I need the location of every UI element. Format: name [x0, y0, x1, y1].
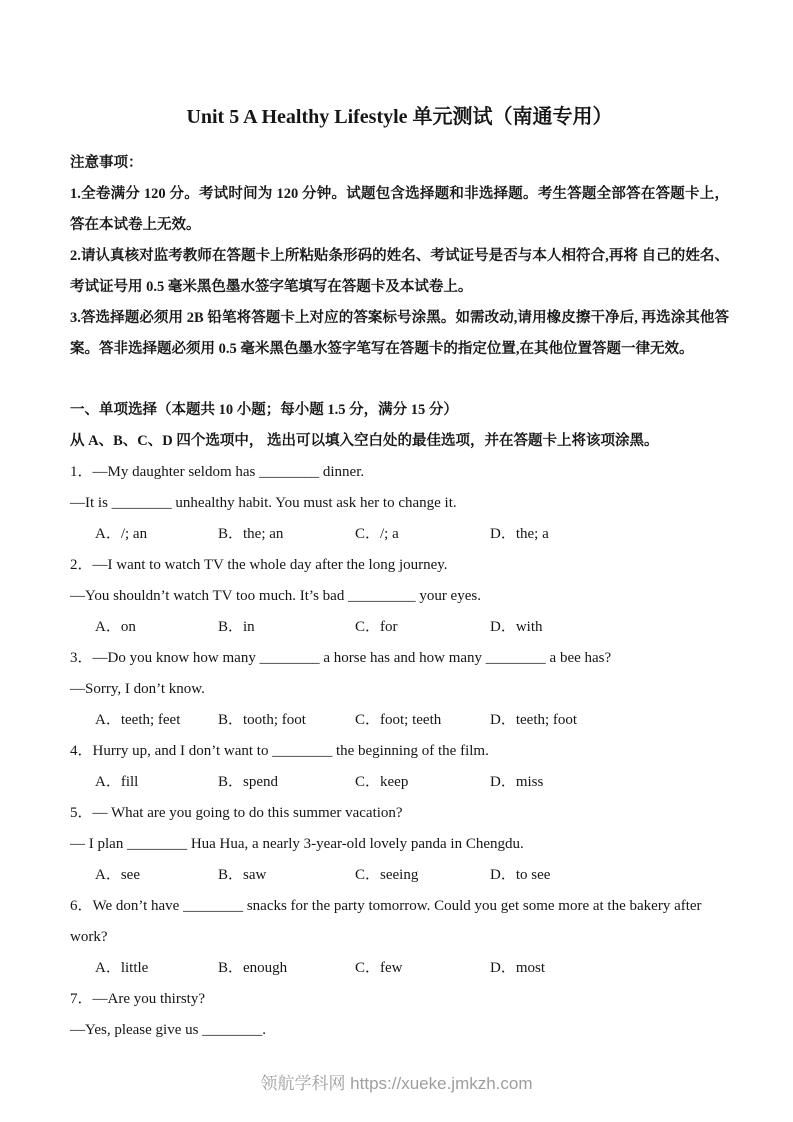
question-1	[70, 457, 729, 550]
question-line: 4．Hurry up, and I don’t want to ________ the beginning of the film.	[70, 743, 489, 759]
option-a: A．teeth; feet	[95, 712, 181, 728]
watermark-footer: 领航学科网 https://xueke.jmkzh.com	[260, 1074, 533, 1093]
option-c: C．foot; teeth	[355, 712, 442, 728]
question-6	[70, 891, 729, 984]
question-line: — I plan ________ Hua Hua, a nearly 3-year-old lovely panda in Chengdu.	[70, 836, 524, 852]
option-b: B．in	[218, 619, 255, 635]
page-title: Unit 5 A Healthy Lifestyle 单元测试（南通专用）	[186, 106, 613, 128]
question-line: 1．—My daughter seldom has ________ dinner.	[70, 464, 365, 480]
notice-item-3: 3.答选择题必须用 2B 铅笔将答题卡上对应的答案标号涂黑。如需改动,请用橡皮擦干净后, 再选涂其他答案。答非选择题必须用 0.5 毫米黑色墨水签字笔写在答题卡的指定位置,在其他位置答题一律无效。	[70, 310, 729, 357]
option-d: D．miss	[490, 774, 544, 790]
option-a: A．see	[95, 867, 140, 883]
section-heading: 一、单项选择（本题共 10 小题；每小题 1.5 分，满分 15 分）	[70, 402, 458, 418]
options-row	[70, 767, 729, 798]
option-a: A．fill	[95, 774, 139, 790]
question-3	[70, 643, 729, 736]
question-line: —It is ________ unhealthy habit. You must ask her to change it.	[70, 495, 457, 511]
option-b: B．spend	[218, 774, 279, 790]
notice-item-2: 2.请认真核对监考教师在答题卡上所粘贴条形码的姓名、考试证号是否与本人相符合,再将 自己的姓名、考试证号用 0.5 毫米黑色墨水签字笔填写在答题卡及本试卷上。	[70, 248, 729, 295]
options-row	[70, 612, 729, 643]
option-c: C．few	[355, 960, 403, 976]
question-line: —You shouldn’t watch TV too much. It’s bad _________ your eyes.	[70, 588, 481, 604]
question-line: 5．— What are you going to do this summer vacation?	[70, 805, 403, 821]
question-4	[70, 736, 729, 798]
options-row	[70, 705, 729, 736]
option-c: C．for	[355, 619, 398, 635]
question-line: —Sorry, I don’t know.	[70, 681, 205, 697]
option-b: B．saw	[218, 867, 267, 883]
option-d: D．most	[490, 960, 546, 976]
options-row	[70, 860, 729, 891]
option-b: B．enough	[218, 960, 288, 976]
question-line: 6．We don’t have ________ snacks for the party tomorrow. Could you get some more at the bakery after work?	[70, 898, 702, 945]
option-a: A．/; an	[95, 526, 148, 542]
question-line: 7．—Are you thirsty?	[70, 991, 205, 1007]
option-d: D．with	[490, 619, 543, 635]
option-d: D．to see	[490, 867, 551, 883]
notice-heading: 注意事项：	[70, 155, 143, 171]
question-7	[70, 984, 729, 1046]
options-row	[70, 519, 729, 550]
question-2	[70, 550, 729, 643]
option-d: D．teeth; foot	[490, 712, 578, 728]
option-c: C．keep	[355, 774, 409, 790]
option-c: C．seeing	[355, 867, 419, 883]
notice-item-1: 1.全卷满分 120 分。考试时间为 120 分钟。试题包含选择题和非选择题。考生答题全部答在答题卡上，答在本试卷上无效。	[70, 186, 729, 233]
option-b: B．the; an	[218, 526, 284, 542]
option-d: D．the; a	[490, 526, 549, 542]
option-a: A．little	[95, 960, 149, 976]
question-5	[70, 798, 729, 891]
question-line: 3．—Do you know how many ________ a horse has and how many ________ a bee has?	[70, 650, 612, 666]
option-a: A．on	[95, 619, 136, 635]
option-b: B．tooth; foot	[218, 712, 306, 728]
question-line: —Yes, please give us ________.	[70, 1022, 266, 1038]
question-line: 2．—I want to watch TV the whole day after the long journey.	[70, 557, 448, 573]
section-instruction: 从 A、B、C、D 四个选项中， 选出可以填入空白处的最佳选项，并在答题卡上将该项涂黑。	[70, 433, 659, 449]
option-c: C．/; a	[355, 526, 399, 542]
options-row	[70, 953, 729, 984]
